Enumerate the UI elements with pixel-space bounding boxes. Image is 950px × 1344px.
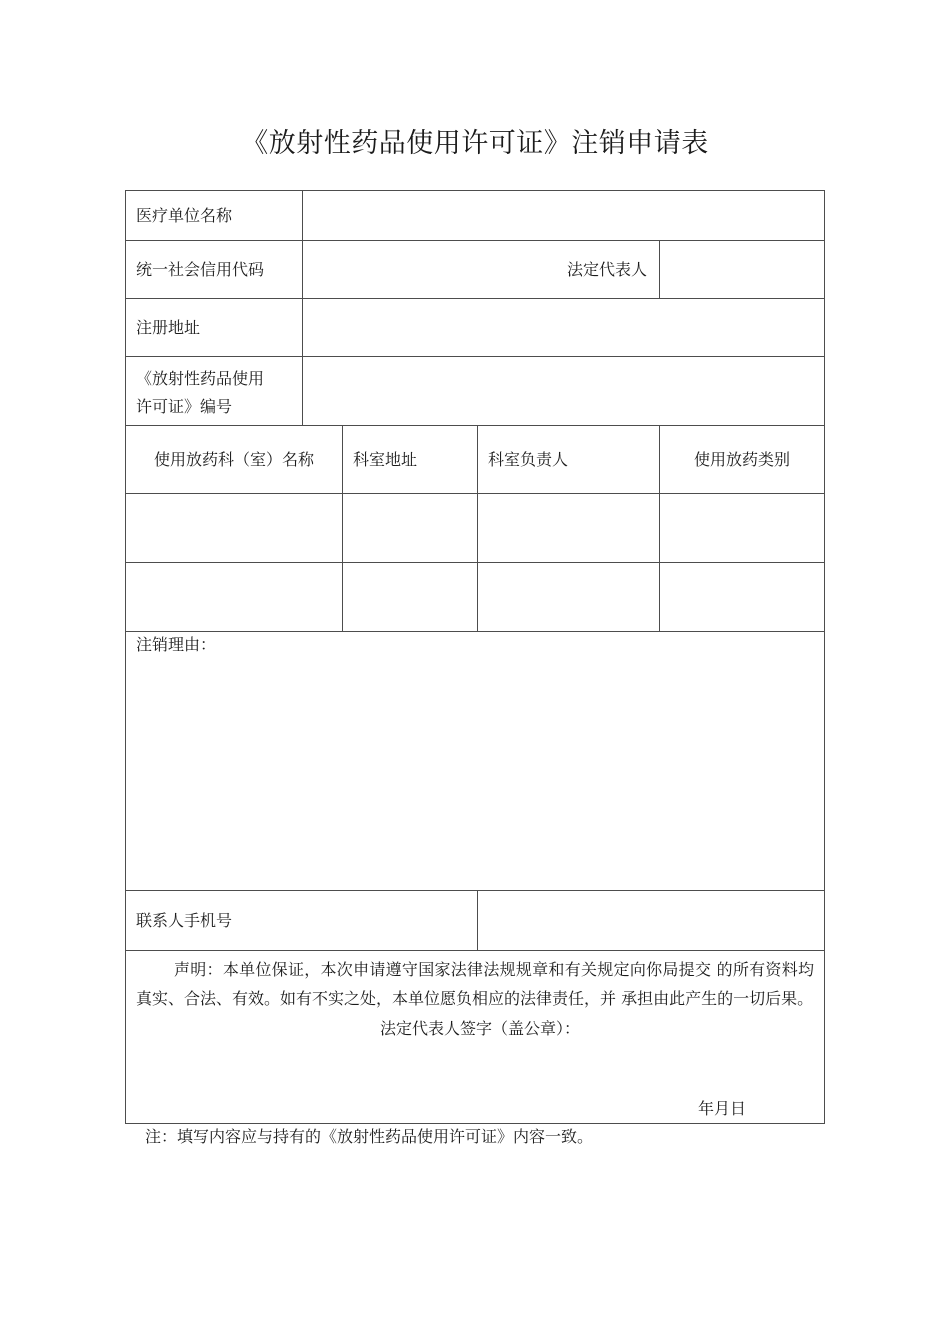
footnote: 注：填写内容应与持有的《放射性药品使用许可证》内容一致。 bbox=[145, 1127, 594, 1146]
legal-rep-label: 法定代表人 bbox=[566, 259, 647, 279]
dept-row-2-category[interactable] bbox=[659, 562, 825, 632]
dept-row-2-address[interactable] bbox=[342, 562, 478, 632]
license-no-label-line1: 《放射性药品使用 bbox=[136, 369, 265, 388]
license-no-label bbox=[125, 356, 303, 426]
page-title: 《放射性药品使用许可证》注销申请表 bbox=[241, 128, 709, 159]
reason-field[interactable] bbox=[125, 631, 825, 891]
date-label: 年月日 bbox=[697, 1099, 746, 1118]
credit-code-field[interactable] bbox=[302, 240, 660, 299]
org-name-label: 医疗单位名称 bbox=[125, 190, 303, 241]
contact-phone-field[interactable] bbox=[477, 890, 825, 951]
reg-address-label: 注册地址 bbox=[125, 298, 303, 357]
org-name-field[interactable] bbox=[302, 190, 825, 241]
dept-row-2-head[interactable] bbox=[477, 562, 660, 632]
signature-label: 法定代表人签字（盖公章）： bbox=[379, 1019, 580, 1038]
license-no-field[interactable] bbox=[302, 356, 825, 426]
dept-col-name: 使用放药科（室）名称 bbox=[125, 425, 343, 494]
dept-col-category: 使用放药类别 bbox=[659, 425, 825, 494]
dept-row-1-name[interactable] bbox=[125, 493, 343, 563]
dept-row-2-name[interactable] bbox=[125, 562, 343, 632]
dept-row-1-head[interactable] bbox=[477, 493, 660, 563]
dept-col-head: 科室负责人 bbox=[477, 425, 660, 494]
dept-row-1-category[interactable] bbox=[659, 493, 825, 563]
dept-row-1-address[interactable] bbox=[342, 493, 478, 563]
reg-address-field[interactable] bbox=[302, 298, 825, 357]
application-form bbox=[125, 190, 825, 1124]
legal-rep-field[interactable] bbox=[659, 240, 825, 299]
declaration-box bbox=[125, 950, 825, 1124]
license-no-label-line2: 许可证》编号 bbox=[136, 397, 233, 416]
dept-col-address: 科室地址 bbox=[342, 425, 478, 494]
contact-phone-label: 联系人手机号 bbox=[125, 890, 478, 951]
credit-code-label: 统一社会信用代码 bbox=[125, 240, 303, 299]
reason-label: 注销理由： bbox=[136, 635, 217, 654]
declaration-text: 声明：本单位保证，本次申请遵守国家法律法规规章和有关规定向你局提交 的所有资料均真实、合法、有效。如有不实之处，本单位愿负相应的法律责任，并 承担由此产生的一切后果。 bbox=[136, 960, 814, 1008]
